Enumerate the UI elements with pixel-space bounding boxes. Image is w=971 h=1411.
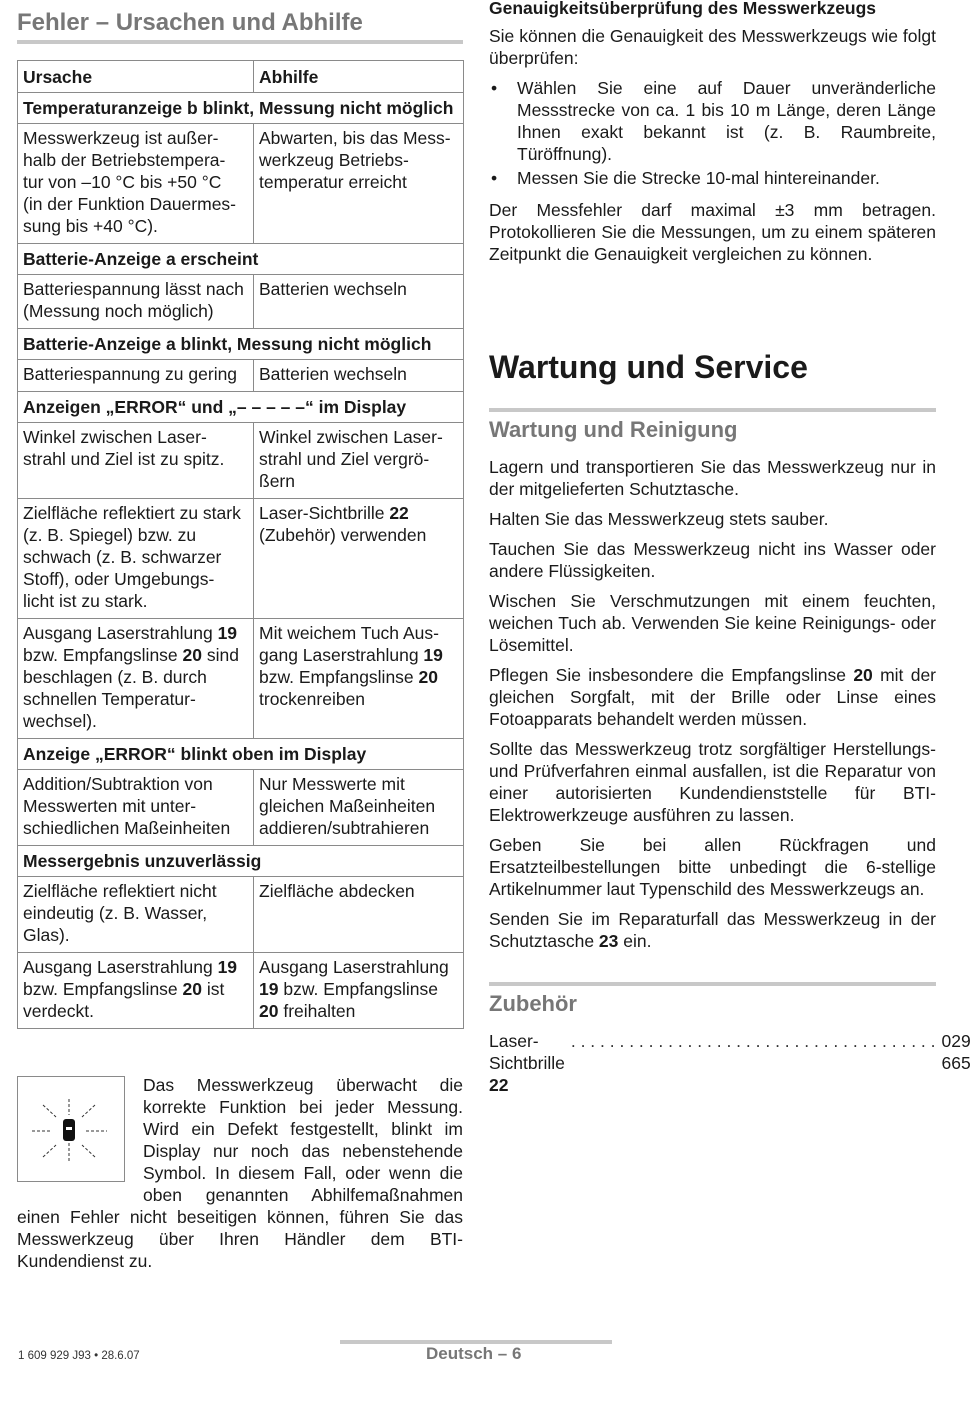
maintenance-paragraph: Sollte das Messwerkzeug trotz sorgfältiger Herstellungs- und Prüfverfahren einmal ausfallen, ist die Reparatur von einer autorisierten Kundendienststelle für BTI-Elektrowerkzeuge ausführen zu lassen. [489, 739, 936, 825]
remedy-text: Ausgang Laserstrahlung 19 bzw. Empfangslinse 20 freihalten [259, 957, 449, 1021]
table-row [18, 619, 464, 739]
maintenance-paragraph: Halten Sie das Messwerkzeug stets sauber. [489, 509, 829, 529]
group-title: Messergebnis unzuverlässig [18, 846, 464, 877]
remedy-cell [254, 619, 464, 739]
accessory-number: 029 665 [941, 1031, 971, 1073]
remedy-text: Abwarten, bis das Mess- werkzeug Betriebs- temperatur erreicht [259, 128, 451, 192]
remedy-text: Winkel zwischen Laser- strahl und Ziel vergrö- ßern [259, 427, 443, 491]
list-item: • Wählen Sie eine auf Dauer unveränderliche Messstrecke von ca. 1 bis 10 m Länge, deren Länge Ihnen exakt bekannt ist (z. B. Raumbreite, Türöffnung). [491, 78, 936, 164]
table-row [18, 499, 464, 619]
table-group-row [18, 329, 464, 360]
cause-cell [18, 770, 254, 846]
footer-page-label: Deutsch – 6 [426, 1344, 522, 1363]
remedy-text: Zielfläche abdecken [259, 881, 415, 901]
table-group-row [18, 739, 464, 770]
accuracy-check-heading: Genauigkeitsüberprüfung des Messwerkzeugs [489, 0, 877, 18]
table-body [18, 93, 464, 1029]
bullet-icon: • [491, 168, 498, 188]
maintenance-paragraph: Wischen Sie Verschmutzungen mit einem feuchten, weichen Tuch ab. Verwenden Sie keine Reinigungs- oder Lösemittel. [489, 591, 936, 655]
remedy-cell [254, 275, 464, 329]
remedy-cell [254, 423, 464, 499]
footer-document-code: 1 609 929 J93 • 28.6.07 [18, 1350, 140, 1362]
cause-cell [18, 360, 254, 392]
accuracy-intro: Sie können die Genauigkeit des Messwerkzeugs wie folgt überprüfen: [489, 26, 936, 68]
remedy-text: Nur Messwerte mit gleichen Maßeinheiten addieren/subtrahieren [259, 774, 436, 838]
maintenance-paragraph: Tauchen Sie das Messwerkzeug nicht ins Wasser oder andere Flüssigkeiten. [489, 539, 936, 581]
table-row [18, 360, 464, 392]
table-header-row [18, 61, 464, 93]
defect-symbol-box [17, 1076, 125, 1182]
table-row [18, 124, 464, 244]
table-group-row [18, 846, 464, 877]
table-row [18, 423, 464, 499]
cause-cell [18, 124, 254, 244]
cause-text: Zielfläche reflektiert nicht eindeutig (z. B. Wasser, Glas). [23, 881, 217, 945]
cause-cell [18, 423, 254, 499]
blinking-defect-symbol-icon [18, 1077, 124, 1181]
remedy-cell [254, 499, 464, 619]
table-group-row [18, 392, 464, 423]
cause-cell [18, 499, 254, 619]
accessory-item [489, 1030, 971, 1096]
accuracy-outro: Der Messfehler darf maximal ±3 mm betragen. Protokollieren Sie die Messungen, um zu einem späteren Zeitpunkt die Genauigkeit vergleichen zu können. [489, 200, 936, 264]
cause-text: Addition/Subtraktion von Messwerten mit unter- schiedlichen Maßeinheiten [23, 774, 231, 838]
maintenance-paragraph: Lagern und transportieren Sie das Messwerkzeug nur in der mitgelieferten Schutztasche. [489, 457, 936, 499]
remedy-cell [254, 877, 464, 953]
table-row [18, 953, 464, 1029]
cause-text: Ausgang Laserstrahlung 19 bzw. Empfangslinse 20 ist verdeckt. [23, 957, 238, 1021]
maintenance-subtitle: Wartung und Reinigung [489, 408, 936, 446]
table-group-row [18, 244, 464, 275]
troubleshooting-table [17, 60, 464, 1029]
cause-text: Ausgang Laserstrahlung 19 bzw. Empfangslinse 20 sind beschlagen (z. B. durch schnellen Temperatur- wechsel). [23, 623, 239, 731]
group-title: Batterie-Anzeige a erscheint [18, 244, 464, 275]
header-cause: Ursache [18, 61, 254, 93]
remedy-cell [254, 124, 464, 244]
accessory-leader-dots: . . . . . . . . . . . . . . . . . . . . . . . . . . . . . . . . . . . . . . [570, 1031, 936, 1051]
cause-text: Batteriespannung lässt nach (Messung noch möglich) [23, 279, 244, 321]
remedy-text: Batterien wechseln [259, 279, 407, 299]
table-row [18, 877, 464, 953]
group-title: Anzeige „ERROR“ blinkt oben im Display [18, 739, 464, 770]
section-title-troubleshooting: Fehler – Ursachen und Abhilfe [17, 0, 463, 44]
right-column [489, 0, 971, 1096]
cause-cell [18, 877, 254, 953]
maintenance-paragraph: Geben Sie bei allen Rückfragen und Ersatzteilbestellungen bitte unbedingt die 6-stellige Artikelnummer laut Typenschild des Messwerkzeugs an. [489, 835, 936, 899]
maintenance-paragraph: Pflegen Sie insbesondere die Empfangslinse 20 mit der gleichen Sorgfalt, mit der Brille oder Linse eines Fotoapparats behandelt werden müssen. [489, 665, 936, 729]
remedy-cell [254, 360, 464, 392]
maintenance-paragraph: Senden Sie im Reparaturfall das Messwerkzeug in der Schutztasche 23 ein. [489, 909, 936, 951]
cause-cell [18, 953, 254, 1029]
maintenance-paragraphs [489, 456, 936, 952]
group-title: Anzeigen „ERROR“ und „– – – – –“ im Display [18, 392, 464, 423]
remedy-text: Laser-Sichtbrille 22 (Zubehör) verwenden [259, 503, 427, 545]
defect-description: Das Messwerkzeug überwacht die korrekte Funktion bei jeder Messung. Wird ein Defekt festgestellt, blinkt im Display nur noch das nebenstehende Symbol. In diesem Fall, oder wenn die oben genannten Abhilfemaßnahmen einen Fehler nicht beseitigen können, führen Sie das Messwerkzeug über Ihren Händler dem BTI-Kundendienst zu. [17, 1075, 463, 1271]
defect-notice [17, 1074, 463, 1272]
header-remedy: Abhilfe [254, 61, 464, 93]
table-row [18, 770, 464, 846]
list-item: • Messen Sie die Strecke 10-mal hintereinander. [491, 168, 880, 188]
cause-text: Zielfläche reflektiert zu stark (z. B. Spiegel) bzw. zu schwach (z. B. schwarzer Stoff), oder Umgebungs- licht ist zu stark. [23, 503, 241, 611]
accuracy-steps-list [489, 77, 936, 189]
remedy-cell [254, 770, 464, 846]
table-row [18, 275, 464, 329]
cause-text: Winkel zwischen Laser- strahl und Ziel ist zu spitz. [23, 427, 225, 469]
accessories-subtitle: Zubehör [489, 982, 936, 1020]
remedy-text: Batterien wechseln [259, 364, 407, 384]
accessory-label: Laser-Sichtbrille 22 [489, 1031, 565, 1095]
remedy-text: Mit weichem Tuch Aus- gang Laserstrahlung 19 bzw. Empfangslinse 20 trockenreiben [259, 623, 443, 709]
bullet-icon: • [491, 78, 498, 98]
cause-text: Messwerkzeug ist außer- halb der Betriebstempera- tur von –10 °C bis +50 °C (in der Funktion Dauermes- sung bis +40 °C). [23, 128, 236, 236]
cause-cell [18, 275, 254, 329]
remedy-cell [254, 953, 464, 1029]
table-group-row [18, 93, 464, 124]
cause-text: Batteriespannung zu gering [23, 364, 238, 384]
left-column [17, 0, 463, 1271]
group-title: Temperaturanzeige b blinkt, Messung nicht möglich [18, 93, 464, 124]
group-title: Batterie-Anzeige a blinkt, Messung nicht möglich [18, 329, 464, 360]
service-section-title: Wartung und Service [489, 349, 808, 385]
cause-cell [18, 619, 254, 739]
